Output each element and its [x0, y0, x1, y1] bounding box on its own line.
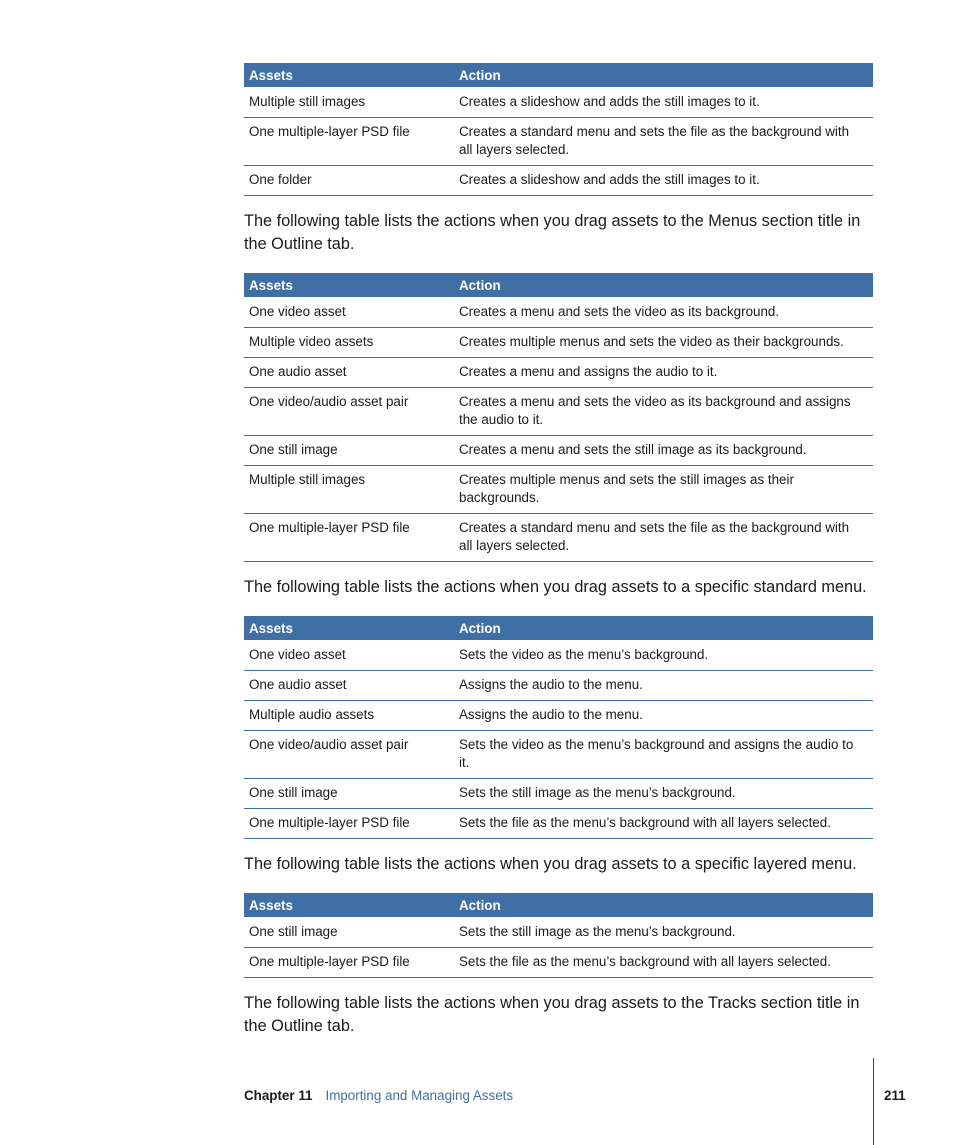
intro-paragraph-menus-section: The following table lists the actions when you drag assets to the Menus section title in the Outline tab.: [244, 212, 861, 253]
cell-assets: One multiple-layer PSD file: [244, 118, 454, 166]
table-body: [244, 641, 873, 839]
cell-action: Creates a menu and sets the video as its background.: [454, 298, 873, 328]
assets-table-4: [244, 893, 873, 978]
cell-assets: One multiple-layer PSD file: [244, 809, 454, 839]
cell-action: Sets the video as the menu’s background.: [454, 641, 873, 671]
table-row: [244, 358, 873, 388]
table-row: [244, 328, 873, 358]
cell-assets: Multiple still images: [244, 466, 454, 514]
header-action: Action: [454, 893, 873, 918]
cell-assets: Multiple still images: [244, 88, 454, 118]
table-body: [244, 298, 873, 562]
table-row: [244, 671, 873, 701]
table-body: [244, 918, 873, 978]
table-row: [244, 641, 873, 671]
table-row: [244, 948, 873, 978]
footer-chapter-title: Importing and Managing Assets: [325, 1088, 514, 1103]
cell-assets: Multiple video assets: [244, 328, 454, 358]
cell-assets: One still image: [244, 779, 454, 809]
cell-action: Creates a menu and assigns the audio to it.: [454, 358, 873, 388]
table-row: [244, 388, 873, 436]
cell-action: Assigns the audio to the menu.: [454, 701, 873, 731]
cell-action: Sets the video as the menu’s background and assigns the audio to it.: [454, 731, 873, 779]
intro-paragraph-standard-menu: The following table lists the actions when you drag assets to a specific standard menu.: [244, 578, 867, 596]
table-row: [244, 166, 873, 196]
table-row: [244, 918, 873, 948]
header-action: Action: [454, 63, 873, 88]
cell-assets: One still image: [244, 436, 454, 466]
intro-paragraph-tracks-section: The following table lists the actions when you drag assets to the Tracks section title in the Outline tab.: [244, 994, 860, 1035]
table-row: [244, 701, 873, 731]
footer-divider: [873, 1058, 874, 1145]
table-header-row: [244, 616, 873, 641]
cell-action: Creates a menu and sets the video as its background and assigns the audio to it.: [454, 388, 873, 436]
page-footer: [244, 1087, 513, 1105]
intro-paragraph-layered-menu: The following table lists the actions when you drag assets to a specific layered menu.: [244, 855, 857, 873]
cell-action: Creates a slideshow and adds the still images to it.: [454, 166, 873, 196]
header-assets: Assets: [244, 273, 454, 298]
cell-assets: One still image: [244, 918, 454, 948]
header-action: Action: [454, 616, 873, 641]
cell-action: Creates multiple menus and sets the video as their backgrounds.: [454, 328, 873, 358]
page-number: 211: [884, 1088, 906, 1103]
cell-action: Creates a standard menu and sets the file as the background with all layers selected.: [454, 118, 873, 166]
cell-action: Sets the file as the menu’s background with all layers selected.: [454, 948, 873, 978]
table-row: [244, 779, 873, 809]
cell-action: Creates a standard menu and sets the file as the background with all layers selected.: [454, 514, 873, 562]
cell-assets: One multiple-layer PSD file: [244, 948, 454, 978]
cell-assets: One video asset: [244, 298, 454, 328]
header-action: Action: [454, 273, 873, 298]
table-row: [244, 118, 873, 166]
header-assets: Assets: [244, 893, 454, 918]
cell-assets: One video asset: [244, 641, 454, 671]
cell-action: Creates a slideshow and adds the still images to it.: [454, 88, 873, 118]
cell-assets: One video/audio asset pair: [244, 388, 454, 436]
table-row: [244, 298, 873, 328]
header-assets: Assets: [244, 63, 454, 88]
cell-assets: One video/audio asset pair: [244, 731, 454, 779]
cell-action: Creates multiple menus and sets the still images as their backgrounds.: [454, 466, 873, 514]
table-row: [244, 466, 873, 514]
table-header-row: [244, 63, 873, 88]
assets-table-1: [244, 63, 873, 196]
table-header-row: [244, 893, 873, 918]
cell-assets: Multiple audio assets: [244, 701, 454, 731]
cell-action: Sets the still image as the menu’s background.: [454, 918, 873, 948]
table-header-row: [244, 273, 873, 298]
cell-assets: One multiple-layer PSD file: [244, 514, 454, 562]
cell-action: Creates a menu and sets the still image as its background.: [454, 436, 873, 466]
cell-assets: One audio asset: [244, 671, 454, 701]
table-row: [244, 436, 873, 466]
cell-action: Sets the file as the menu’s background with all layers selected.: [454, 809, 873, 839]
table-body: [244, 88, 873, 196]
header-assets: Assets: [244, 616, 454, 641]
table-row: [244, 514, 873, 562]
cell-action: Assigns the audio to the menu.: [454, 671, 873, 701]
cell-assets: One audio asset: [244, 358, 454, 388]
table-row: [244, 809, 873, 839]
cell-action: Sets the still image as the menu’s background.: [454, 779, 873, 809]
table-row: [244, 731, 873, 779]
table-row: [244, 88, 873, 118]
footer-chapter: Chapter 11: [244, 1088, 313, 1103]
page-content: [244, 63, 873, 1038]
cell-assets: One folder: [244, 166, 454, 196]
assets-table-2: [244, 273, 873, 562]
assets-table-3: [244, 616, 873, 839]
